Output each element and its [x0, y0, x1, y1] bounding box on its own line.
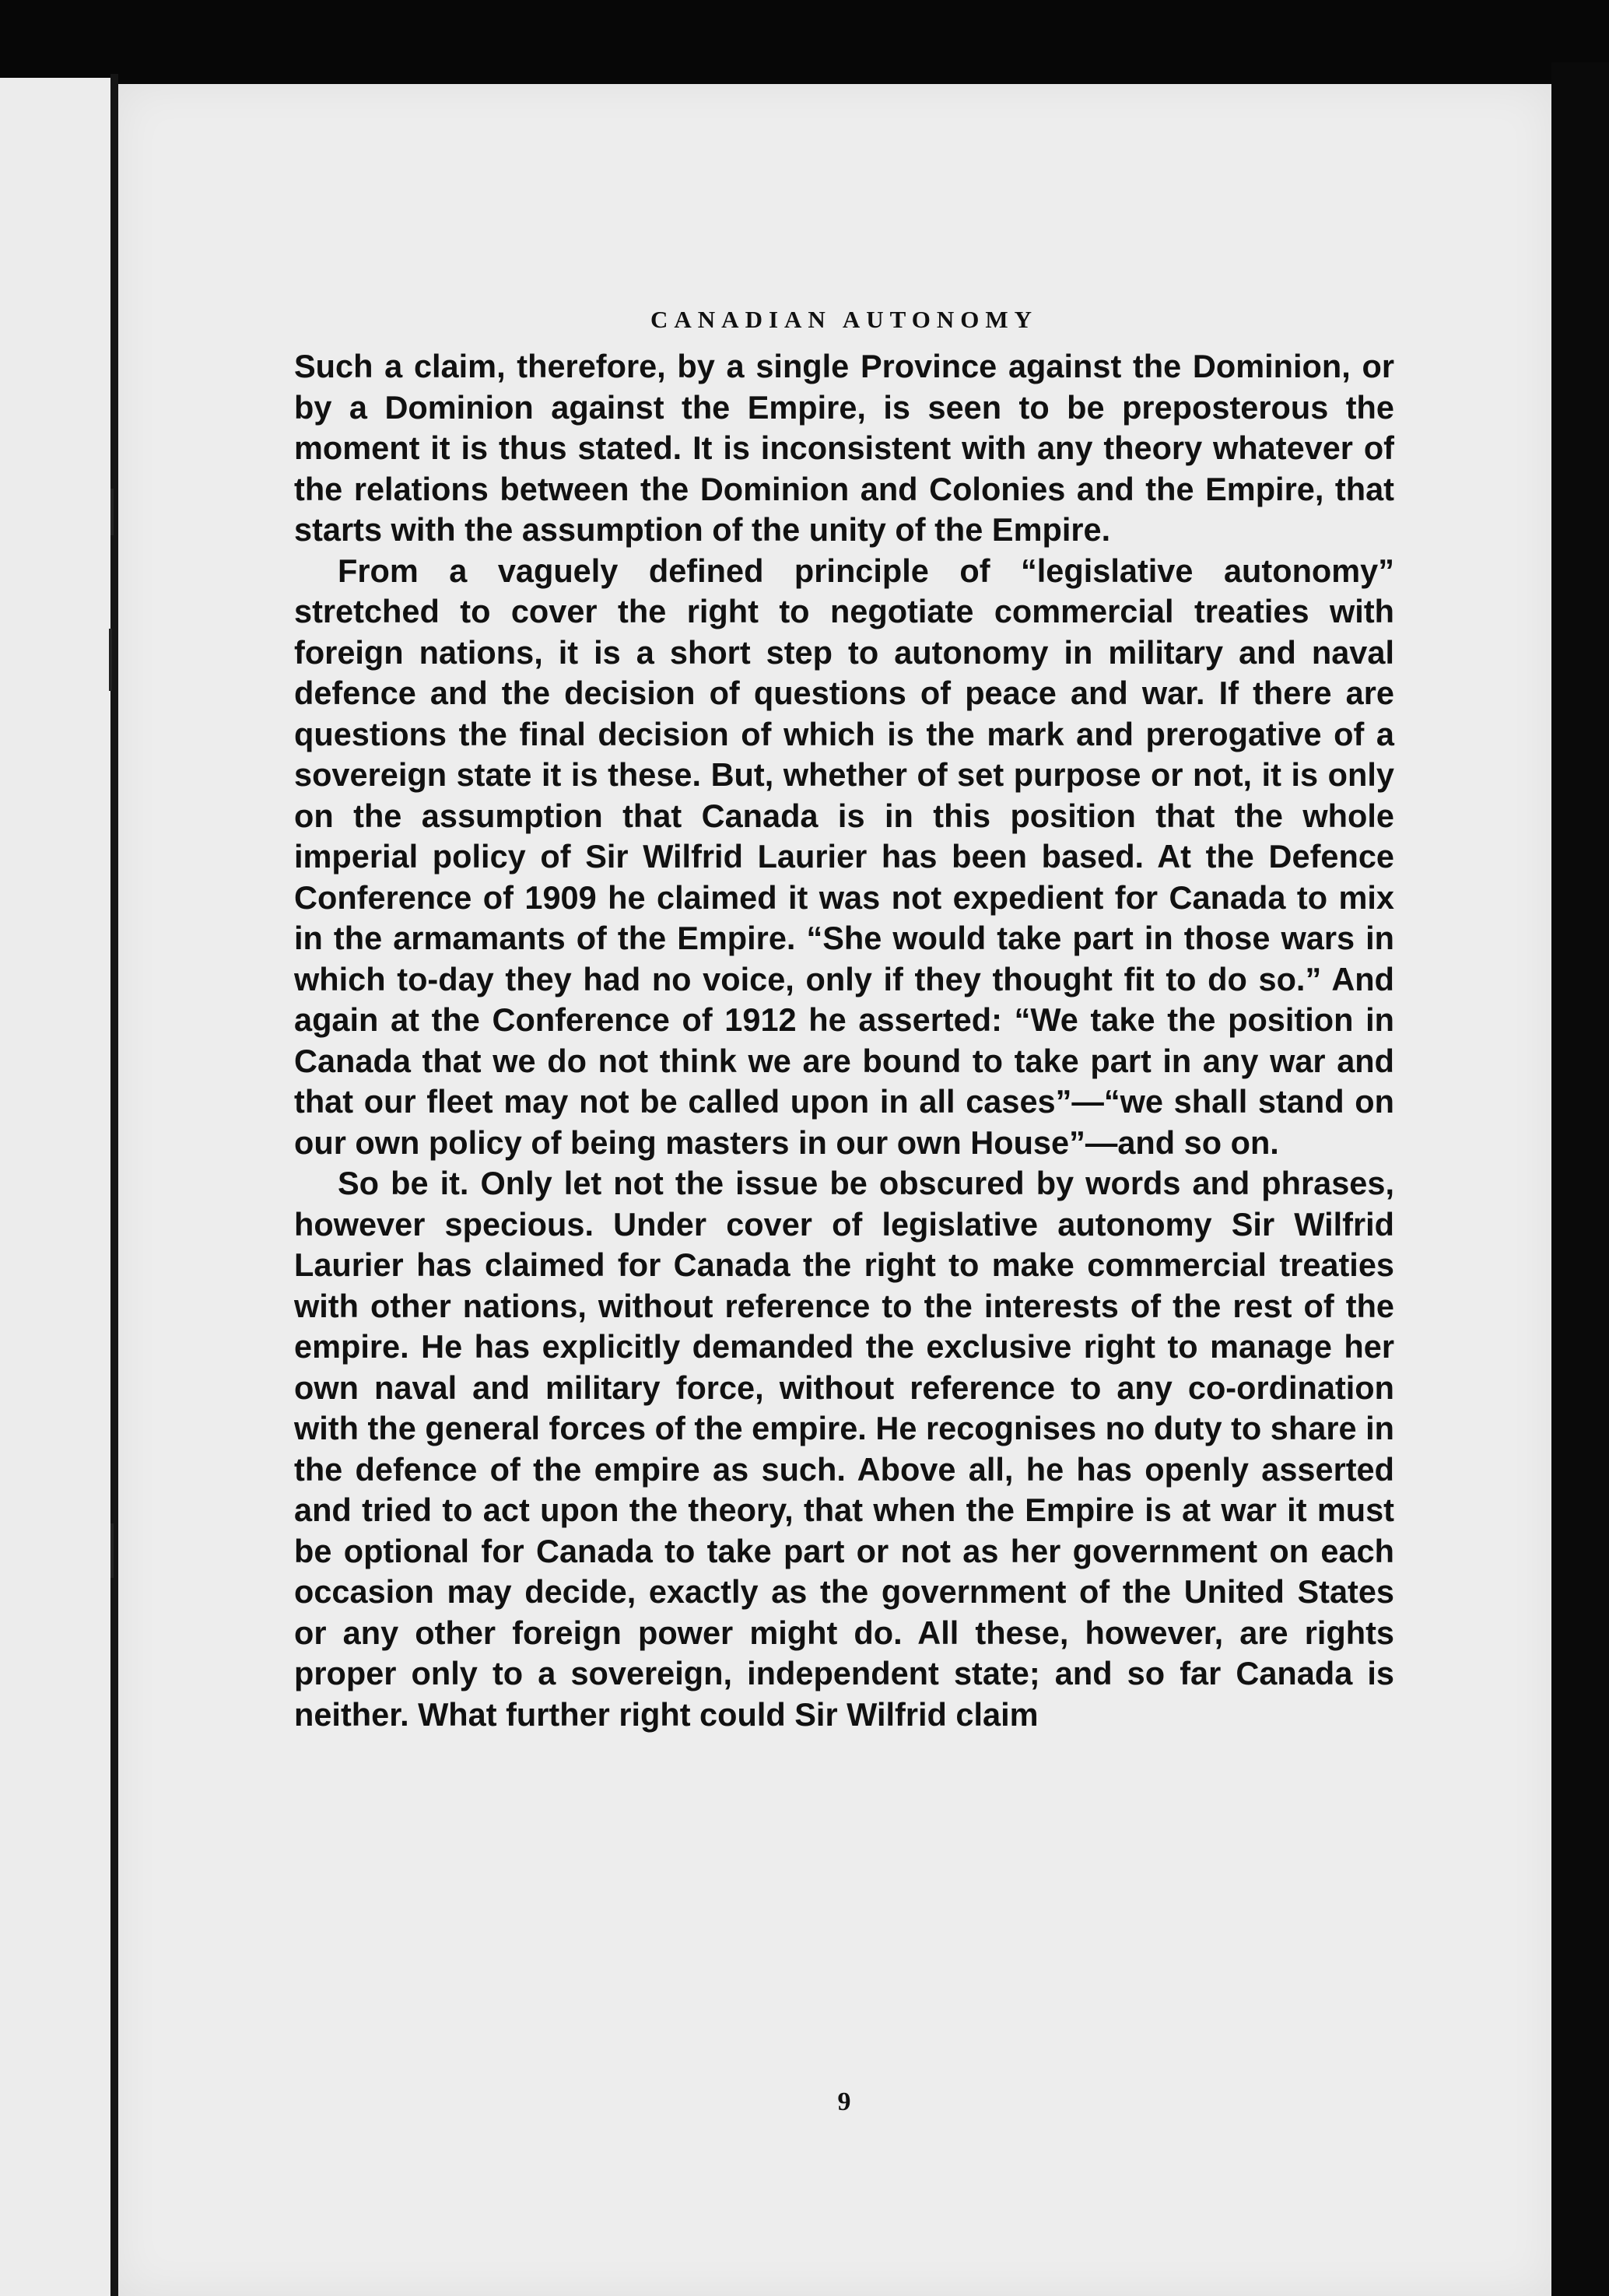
- paragraph: From a vaguely defined principle of “legislative autonomy” stretched to cover the right to negotiate commercial treaties with foreign nations, it is a short step to autonomy in military and naval defence and the decision of questions of peace and war. If there are questions the final decision of which is the mark and prerogative of a sovereign state it is these. But, whether of set purpose or not, it is only on the assumption that Canada is in this position that the whole imperial policy of Sir Wilfrid Laurier has been based. At the Defence Conference of 1909 he claimed it was not expedient for Canada to mix in the armamants of the Empire. “She would take part in those wars in which to-day they had no voice, only if they thought fit to do so.” And again at the Conference of 1912 he asserted: “We take the position in Canada that we do not think we are bound to take part in any war and that our fleet may not be called upon in all cases”—“we shall stand on our own policy of being masters in our own House”—and so on.: [294, 552, 1394, 1161]
- margin-mark: [110, 1523, 114, 1578]
- margin-mark: [110, 489, 114, 535]
- page-gutter: [110, 74, 118, 2296]
- book-page: [118, 84, 1551, 2296]
- paragraph: Such a claim, therefore, by a single Province against the Dominion, or by a Dominion against the Empire, is seen to be preposterous the moment it is thus stated. It is inconsistent with any theory whatever of the relations between the Dominion and Colonies and the Empire, that starts with the assumption of the unity of the Empire.: [294, 348, 1394, 548]
- running-head: CANADIAN AUTONOMY: [650, 306, 1038, 333]
- paragraph: So be it. Only let not the issue be obscured by words and phrases, however specious. Under cover of legislative autonomy Sir Wilfrid Laurier has claimed for Canada the right to make commercial treaties with other nations, without reference to the interests of the rest of the empire. He has explicitly demanded the exclusive right to manage her own naval and military force, without reference to any co-ordination with the general forces of the empire. He recognises no duty to share in the defence of the empire as such. Above all, he has openly asserted and tried to act upon the theory, that when the Empire is at war it must be optional for Canada to take part or not as her government on each occasion may decide, exactly as the government of the United States or any other foreign power might do. All these, however, are rights proper only to a sovereign, independent state; and so far Canada is neither. What further right could Sir Wilfrid claim: [294, 1165, 1394, 1733]
- facing-page-edge: [0, 78, 110, 2296]
- margin-mark: [109, 629, 112, 691]
- page-number: 9: [837, 2087, 851, 2116]
- text-block: [294, 306, 1394, 2116]
- scan-right-edge: [1551, 62, 1609, 2296]
- body-text: [294, 346, 1394, 1735]
